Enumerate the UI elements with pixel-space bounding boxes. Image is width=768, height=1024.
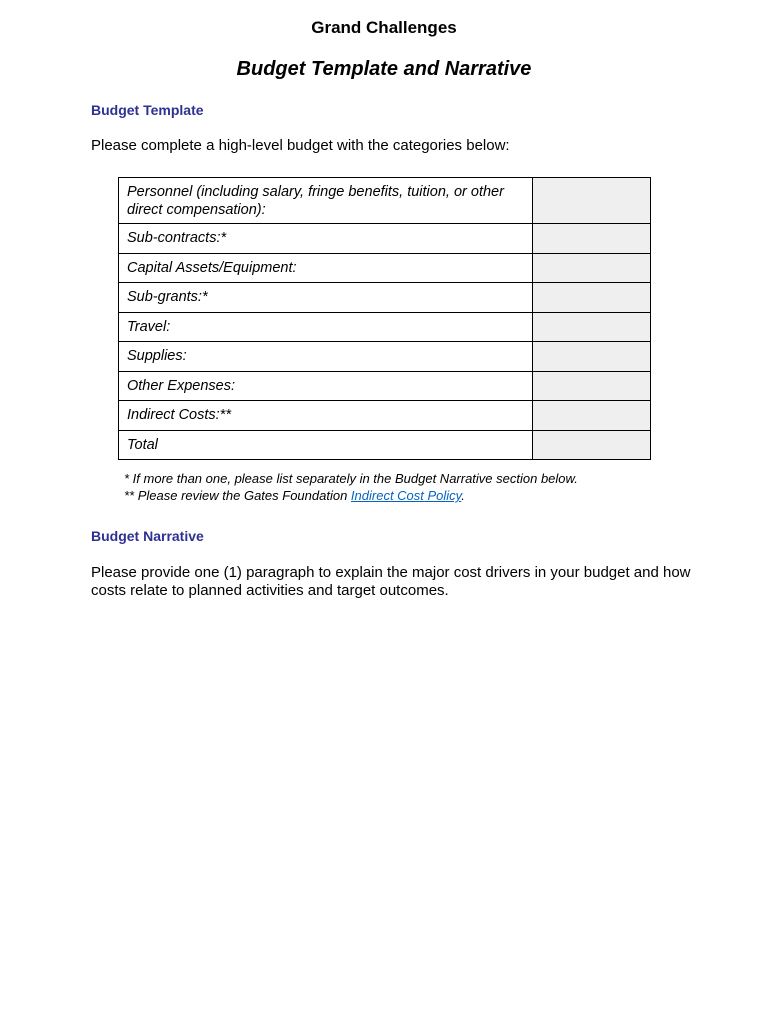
budget-narrative-text: Please provide one (1) paragraph to explain the major cost drivers in your budget and how costs relate to planned activities and target outcomes.	[91, 564, 691, 599]
budget-row-indirect-costs	[119, 401, 651, 431]
budget-row-supplies	[119, 342, 651, 372]
document-title: Grand Challenges	[311, 18, 457, 37]
budget-value-field[interactable]	[533, 342, 651, 372]
budget-row-label: Personnel (including salary, fringe benefits, tuition, or other direct compensation):	[119, 178, 533, 224]
budget-row-label: Indirect Costs:**	[119, 401, 533, 431]
budget-row-label: Capital Assets/Equipment:	[119, 253, 533, 283]
budget-row-travel	[119, 312, 651, 342]
footnote-prefix: ** Please review the Gates Foundation	[124, 488, 351, 503]
budget-row-sub-contracts	[119, 224, 651, 254]
budget-footnotes	[124, 470, 578, 504]
budget-row-label: Other Expenses:	[119, 371, 533, 401]
budget-row-capital-assets	[119, 253, 651, 283]
budget-row-total	[119, 430, 651, 460]
budget-row-personnel	[119, 178, 651, 224]
budget-value-field[interactable]	[533, 430, 651, 460]
budget-row-label: Total	[119, 430, 533, 460]
budget-row-label: Travel:	[119, 312, 533, 342]
budget-row-label: Supplies:	[119, 342, 533, 372]
budget-row-label: Sub-contracts:*	[119, 224, 533, 254]
footnote-multiple-items: * If more than one, please list separately in the Budget Narrative section below.	[124, 471, 578, 486]
footnote-indirect-cost	[124, 487, 578, 504]
budget-value-field[interactable]	[533, 312, 651, 342]
budget-table	[118, 177, 651, 460]
indirect-cost-policy-link[interactable]: Indirect Cost Policy	[350, 488, 462, 503]
budget-value-field[interactable]	[533, 178, 651, 224]
document-subtitle: Budget Template and Narrative	[236, 58, 532, 80]
budget-value-field[interactable]	[533, 401, 651, 431]
budget-narrative-heading: Budget Narrative	[91, 528, 204, 544]
budget-value-field[interactable]	[533, 253, 651, 283]
budget-template-intro: Please complete a high-level budget with the categories below:	[91, 137, 510, 154]
budget-template-heading: Budget Template	[91, 102, 204, 118]
budget-row-label: Sub-grants:*	[119, 283, 533, 313]
budget-row-other-expenses	[119, 371, 651, 401]
budget-value-field[interactable]	[533, 371, 651, 401]
budget-row-sub-grants	[119, 283, 651, 313]
budget-value-field[interactable]	[533, 224, 651, 254]
footnote-suffix: .	[461, 488, 465, 503]
budget-value-field[interactable]	[533, 283, 651, 313]
